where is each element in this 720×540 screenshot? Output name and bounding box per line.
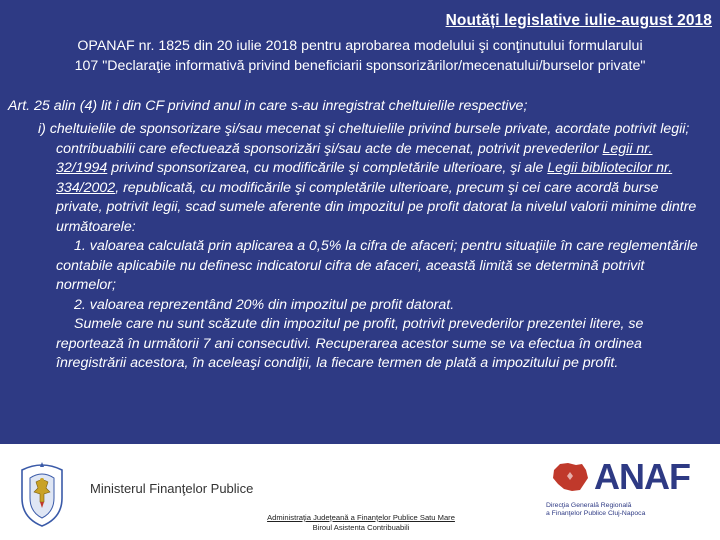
subtitle-line: 107 "Declaraţie informativă privind beneficiarii sponsorizărilor/mecenatului/burselor private": [74, 58, 646, 74]
romania-map-icon: [550, 460, 590, 494]
dgrfp-line: Direcţia Generală Regională: [546, 502, 632, 509]
ministry-name: Ministerul Finanţelor Publice: [90, 481, 254, 496]
footer-institution-name: Administraţia Judeţeană a Finanţelor Publice Satu Mare: [267, 513, 455, 522]
paragraph-text: , republicată, cu modificările şi completările ulterioare, precum şi cei care acordă burse private, potrivit legii, scad sumele aferente din impozitul pe profit datorat la nivelul valorii minime dintre următoarele:: [56, 179, 697, 235]
law-334-2002-link[interactable]: Legii bibliotecilor nr. 334/2002: [56, 160, 673, 196]
dgrfp-line: a Finanţelor Publice Cluj-Napoca: [546, 510, 646, 517]
article-body: [38, 120, 706, 374]
dgrfp-label: [546, 502, 646, 518]
footer-institution: [252, 513, 470, 533]
law-32-1994-link[interactable]: Legii nr. 32/1994: [56, 140, 653, 176]
romania-coat-of-arms-icon: [10, 458, 74, 530]
slide-subtitle: [4, 36, 716, 76]
subtitle-line: OPANAF nr. 1825 din 20 iulie 2018 pentru aprobarea modelului şi conţinutului formularului: [77, 38, 643, 54]
paragraph-text: privind sponsorizarea, cu modificările şi completările ulterioare, şi ale: [107, 160, 548, 176]
list-item-2: 2. valoarea reprezentând 20% din impozitul pe profit datorat.: [74, 296, 455, 313]
footer: [0, 444, 720, 540]
slide-title: Noutăți legislative iulie-august 2018: [445, 12, 712, 29]
footer-department-name: Biroul Asistenta Contribuabili: [312, 523, 410, 532]
list-item-1: 1. valoarea calculată prin aplicarea a 0,5% la cifra de afaceri; pentru situaţiile în care reglementările contabile aplicabile nu definesc indicatorul cifra de afaceri, această limită se determină potrivit normelor;: [56, 238, 698, 293]
closing-paragraph: Sumele care nu sunt scăzute din impozitul pe profit, potrivit prevederilor prezentei litere, se reportează în următorii 7 ani consecutivi. Recuperarea acestor sume se va efectua în ordinea înregistrării acestora, în aceleaşi condiţii, la fiecare termen de plată a impozitului pe profit.: [56, 316, 644, 371]
paragraph-text: i) cheltuielile de sponsorizare şi/sau mecenat şi cheltuielile privind bursele private, acordate potrivit legii; contribuabilii care efectuează sponsorizări şi/sau acte de mecenat, potrivit prevederilor: [38, 121, 690, 157]
anaf-logo: ANAF: [594, 456, 690, 497]
article-reference: Art. 25 alin (4) lit i din CF privind anul in care s-au inregistrat cheltuielile respective;: [8, 98, 528, 114]
paragraph-sponsorship: [38, 120, 706, 237]
